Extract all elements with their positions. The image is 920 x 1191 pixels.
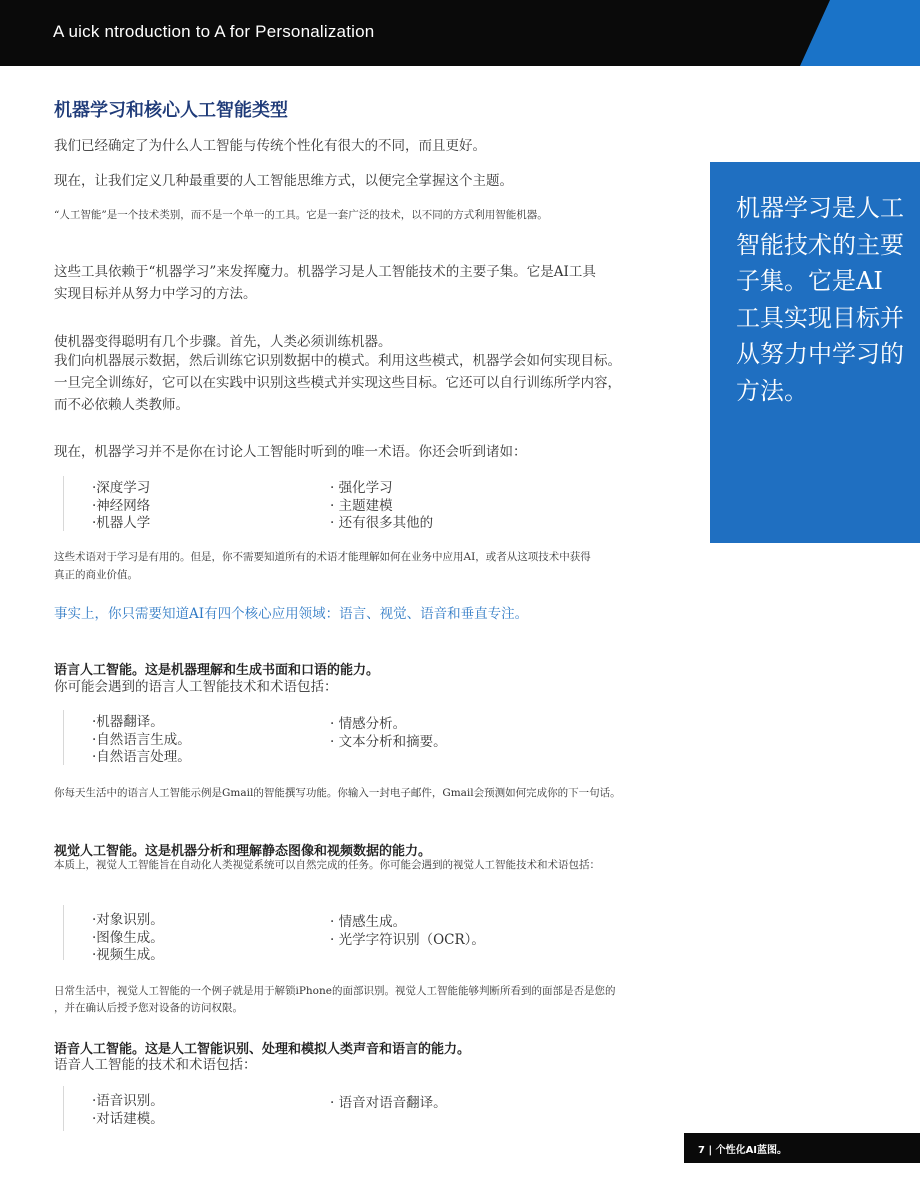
list-item: · 语音对语音翻译。 (330, 1095, 447, 1111)
header-title: A uick ntroduction to A for Personalization (53, 22, 375, 41)
list-item: · 强化学习 (330, 480, 393, 496)
list-item: ·语音识别。 (92, 1093, 164, 1109)
language-ai-intro: 你可能会遇到的语言人工智能技术和术语包括： (54, 679, 338, 695)
vision-terms-right (330, 914, 485, 949)
core-areas-callout: 事实上，你只需要知道AI有四个核心应用领域：语言、视觉、语音和垂直专注。 (54, 606, 529, 622)
language-ai-heading: 语言人工智能。这是机器理解和生成书面和口语的能力。 (54, 663, 380, 678)
speech-terms-left (92, 1093, 164, 1128)
list-divider (63, 476, 64, 531)
paragraph-1: 我们已经确定了为什么人工智能与传统个性化有很大的不同，而且更好。 (54, 138, 486, 154)
list-item: ·视频生成。 (92, 947, 164, 963)
list-item: ·图像生成。 (92, 929, 164, 946)
vision-ai-example-line-1: 日常生活中，视觉人工智能的一个例子就是用于解锁iPhone的面部识别。视觉人工智能能够判断所看到的面部是否是您的 (54, 985, 616, 997)
list-item: · 光学字符识别（OCR）。 (330, 931, 485, 948)
terms-list-right (330, 480, 433, 533)
pull-quote-box (710, 162, 920, 543)
language-terms-right (330, 716, 447, 751)
pull-quote-text: 机器学习是人工智能技术的主要子集。它是AI工具实现目标并从努力中学习的方法。 (736, 194, 904, 405)
list-item: · 主题建模 (330, 497, 393, 514)
paragraph-7-line-2: 真正的商业价值。 (54, 569, 138, 581)
list-item: ·机器翻译。 (92, 714, 164, 730)
paragraph-5-line-2: 我们向机器展示数据，然后训练它识别数据中的模式。利用这些模式，机器学会如何实现目标。 (54, 353, 621, 369)
paragraph-2: 现在，让我们定义几种最重要的人工智能思维方式，以便完全掌握这个主题。 (54, 173, 513, 189)
section-title: 机器学习和核心人工智能类型 (54, 100, 288, 121)
page-footer (684, 1133, 920, 1163)
paragraph-5-line-3: 一旦完全训练好，它可以在实践中识别这些模式并实现这些目标。它还可以自行训练所学内容， (54, 375, 621, 391)
list-item: ·深度学习 (92, 480, 151, 496)
list-item: ·机器人学 (92, 515, 151, 531)
list-divider (63, 1086, 64, 1131)
list-divider (63, 905, 64, 960)
list-item: · 情感分析。 (330, 716, 407, 732)
paragraph-3: “人工智能”是一个技术类别，而不是一个单一的工具。它是一套广泛的技术，以不同的方式利用智能机器。 (54, 209, 548, 221)
vision-ai-heading: 视觉人工智能。这是机器分析和理解静态图像和视频数据的能力。 (54, 844, 432, 859)
page-number-label: 7 | 个性化AI蓝图。 (698, 1145, 788, 1156)
list-item: ·对话建模。 (92, 1110, 164, 1127)
list-item: · 情感生成。 (330, 914, 407, 930)
language-terms-left (92, 714, 191, 767)
paragraph-6: 现在，机器学习并不是你在讨论人工智能时听到的唯一术语。你还会听到诸如： (54, 444, 527, 460)
speech-ai-intro: 语音人工智能的技术和术语包括： (54, 1057, 257, 1073)
terms-list-left (92, 480, 150, 533)
language-ai-example: 你每天生活中的语言人工智能示例是Gmail的智能撰写功能。你输入一封电子邮件，Gmail会预测如何完成你的下一句话。 (54, 787, 621, 799)
page-header (0, 0, 920, 66)
list-divider (63, 710, 64, 765)
list-item: ·对象识别。 (92, 912, 164, 928)
vision-terms-left (92, 912, 164, 965)
list-item: ·自然语言生成。 (92, 731, 191, 748)
speech-terms-right (330, 1095, 447, 1113)
paragraph-7-line-1: 这些术语对于学习是有用的。但是，你不需要知道所有的术语才能理解如何在业务中应用AI，或者从这项技术中获得 (54, 551, 591, 563)
speech-ai-heading: 语音人工智能。这是人工智能识别、处理和模拟人类声音和语言的能力。 (54, 1042, 471, 1057)
list-item: ·神经网络 (92, 497, 151, 514)
list-item: ·自然语言处理。 (92, 749, 191, 765)
list-item: · 还有很多其他的 (330, 515, 434, 531)
paragraph-4-line-2: 实现目标并从努力中学习的方法。 (54, 286, 257, 302)
paragraph-5-line-1: 使机器变得聪明有几个步骤。首先，人类必须训练机器。 (54, 334, 392, 350)
vision-ai-intro: 本质上，视觉人工智能旨在自动化人类视觉系统可以自然完成的任务。你可能会遇到的视觉人工智能技术和术语包括： (54, 859, 600, 871)
list-item: · 文本分析和摘要。 (330, 733, 447, 750)
vision-ai-example-line-2: ，并在确认后授予您对设备的访问权限。 (54, 1002, 243, 1014)
paragraph-5-line-4: 而不必依赖人类教师。 (54, 397, 189, 413)
paragraph-4-line-1: 这些工具依赖于“机器学习”来发挥魔力。机器学习是人工智能技术的主要子集。它是AI工具 (54, 264, 596, 280)
header-accent-shape (800, 0, 920, 66)
